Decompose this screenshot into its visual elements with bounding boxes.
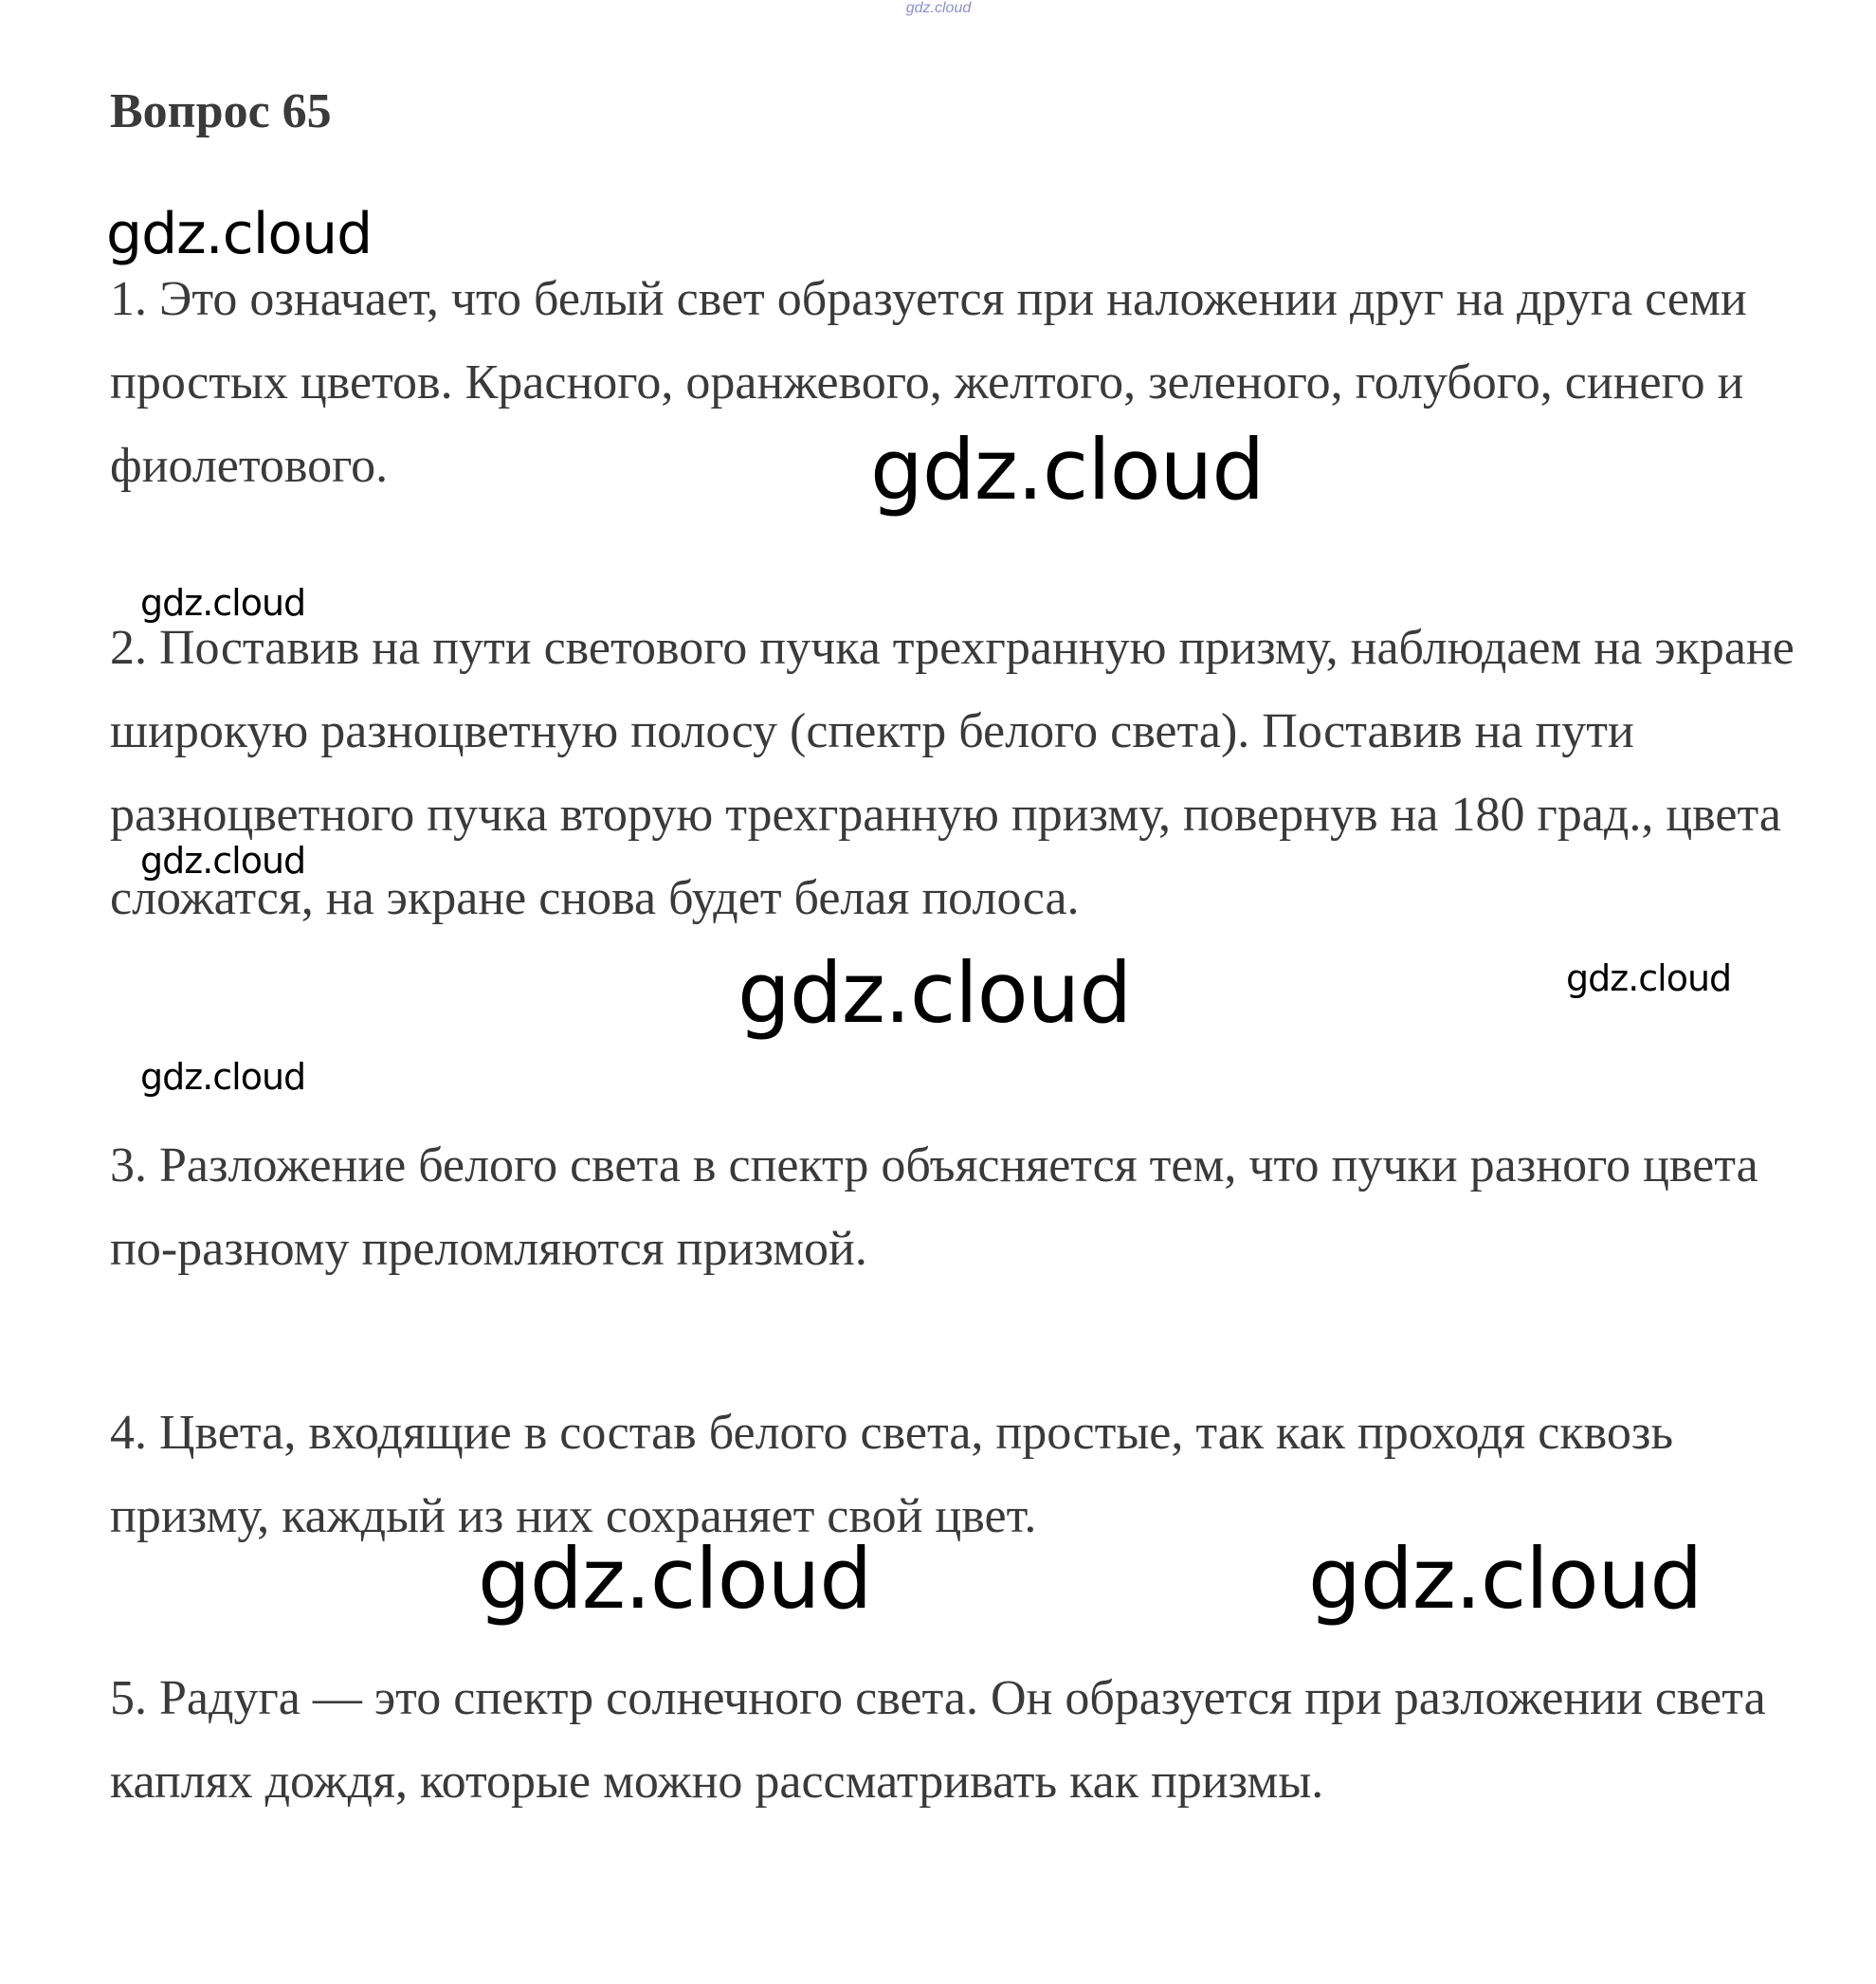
- watermark: gdz.cloud: [1566, 957, 1732, 999]
- answer-paragraph-5: 5. Радуга — это спектр солнечного света. Он образуется при разложении света каплях дождя, которые можно рассматривать как призмы.: [110, 1671, 1766, 1809]
- answer-paragraph-3: 3. Разложение белого света в спектр объясняется тем, что пучки разного цвета по-разному преломляются призмой.: [110, 1138, 1758, 1276]
- answer-paragraph-2: 2. Поставив на пути светового пучка трехгранную призму, наблюдаем на экране широкую разноцветную полосу (спектр белого света). Поставив на пути разноцветного пучка вторую трехгранную призму, повернув на 180 град., цвета сложатся, на экране снова будет белая полоса.: [110, 621, 1794, 925]
- watermark: gdz.cloud: [738, 944, 1132, 1042]
- watermark: gdz.cloud: [106, 201, 373, 267]
- answer-paragraph-1: 1. Это означает, что белый свет образуется при наложении друг на друга семи простых цветов. Красного, оранжевого, желтого, зеленого, голубого, синего и фиолетового.: [110, 272, 1747, 493]
- watermark: gdz.cloud: [478, 1530, 872, 1628]
- top-watermark: gdz.cloud: [905, 0, 972, 16]
- watermark: gdz.cloud: [870, 421, 1265, 519]
- watermark: gdz.cloud: [140, 582, 306, 624]
- answer-paragraph-4: 4. Цвета, входящие в состав белого света, простые, так как проходя сквозь призму, каждый из них сохраняет свой цвет.: [110, 1406, 1674, 1543]
- watermark: gdz.cloud: [1308, 1530, 1703, 1628]
- question-heading: Вопрос 65: [110, 84, 332, 138]
- watermark: gdz.cloud: [140, 1056, 306, 1098]
- watermark: gdz.cloud: [140, 840, 306, 882]
